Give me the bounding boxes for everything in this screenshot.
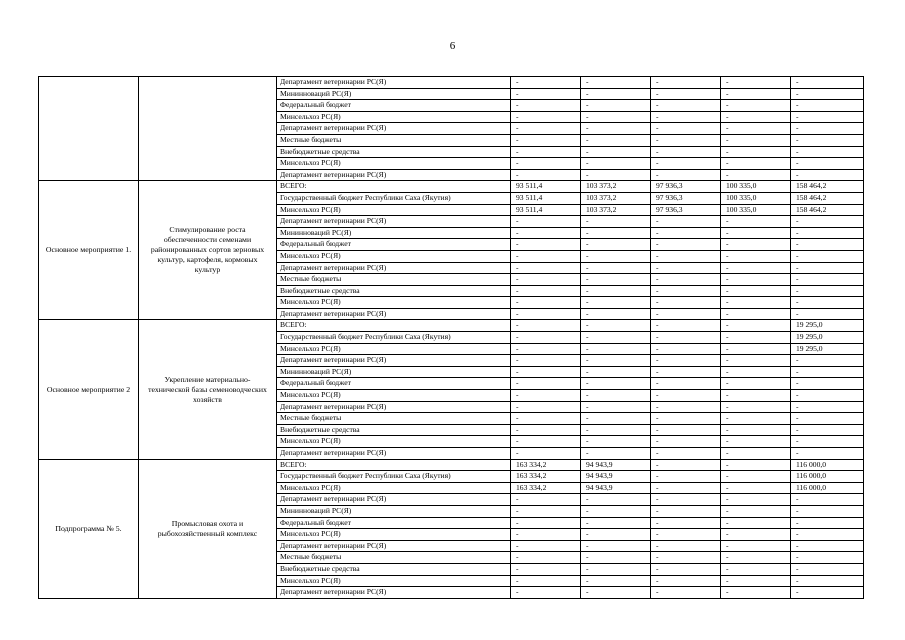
funding-source-cell: Минсельхоз РС(Я) bbox=[277, 343, 511, 355]
funding-source-cell: Местные бюджеты bbox=[277, 413, 511, 425]
amount-cell: - bbox=[791, 239, 864, 251]
funding-source-cell: Государственный бюджет Республики Саха (Якутия) bbox=[277, 332, 511, 344]
amount-cell: - bbox=[511, 401, 581, 413]
amount-cell: - bbox=[511, 424, 581, 436]
amount-cell: - bbox=[651, 111, 721, 123]
funding-source-cell: Местные бюджеты bbox=[277, 274, 511, 286]
amount-cell: - bbox=[791, 297, 864, 309]
amount-cell: - bbox=[651, 436, 721, 448]
amount-cell: - bbox=[651, 88, 721, 100]
funding-source-cell: Департамент ветеринарии РС(Я) bbox=[277, 123, 511, 135]
program-title-cell bbox=[139, 77, 277, 181]
amount-cell: - bbox=[581, 320, 651, 332]
funding-source-cell: Департамент ветеринарии РС(Я) bbox=[277, 540, 511, 552]
funding-source-cell: Департамент ветеринарии РС(Я) bbox=[277, 494, 511, 506]
amount-cell: - bbox=[721, 436, 791, 448]
amount-cell: - bbox=[721, 390, 791, 402]
amount-cell: - bbox=[721, 401, 791, 413]
amount-cell: - bbox=[511, 355, 581, 367]
amount-cell: - bbox=[721, 285, 791, 297]
amount-cell: - bbox=[721, 274, 791, 286]
amount-cell: - bbox=[791, 308, 864, 320]
amount-cell: - bbox=[791, 250, 864, 262]
amount-cell: 116 000,0 bbox=[791, 471, 864, 483]
amount-cell: - bbox=[791, 390, 864, 402]
amount-cell: - bbox=[721, 250, 791, 262]
amount-cell: - bbox=[651, 505, 721, 517]
funding-source-cell: Внебюджетные средства bbox=[277, 146, 511, 158]
amount-cell: - bbox=[791, 111, 864, 123]
amount-cell: - bbox=[581, 390, 651, 402]
funding-source-cell: ВСЕГО: bbox=[277, 181, 511, 193]
amount-cell: - bbox=[791, 285, 864, 297]
amount-cell: - bbox=[511, 517, 581, 529]
amount-cell: - bbox=[651, 459, 721, 471]
amount-cell: - bbox=[721, 297, 791, 309]
funding-source-cell: Департамент ветеринарии РС(Я) bbox=[277, 308, 511, 320]
amount-cell: - bbox=[511, 285, 581, 297]
amount-cell: - bbox=[721, 308, 791, 320]
amount-cell: - bbox=[721, 424, 791, 436]
funding-source-cell: Мининноваций РС(Я) bbox=[277, 505, 511, 517]
amount-cell: - bbox=[511, 320, 581, 332]
funding-table bbox=[38, 76, 864, 599]
funding-source-cell: Минсельхоз РС(Я) bbox=[277, 250, 511, 262]
amount-cell: - bbox=[791, 587, 864, 599]
amount-cell: 19 295,0 bbox=[791, 320, 864, 332]
amount-cell: - bbox=[721, 575, 791, 587]
amount-cell: - bbox=[511, 100, 581, 112]
amount-cell: - bbox=[581, 88, 651, 100]
amount-cell: - bbox=[581, 424, 651, 436]
amount-cell: - bbox=[791, 274, 864, 286]
amount-cell: - bbox=[581, 494, 651, 506]
amount-cell: - bbox=[721, 343, 791, 355]
funding-source-cell: Департамент ветеринарии РС(Я) bbox=[277, 448, 511, 460]
amount-cell: - bbox=[791, 216, 864, 228]
amount-cell: - bbox=[791, 169, 864, 181]
amount-cell: - bbox=[581, 285, 651, 297]
amount-cell: - bbox=[581, 540, 651, 552]
amount-cell: - bbox=[721, 494, 791, 506]
amount-cell: - bbox=[791, 88, 864, 100]
program-code-cell: Основное мероприятие 2 bbox=[39, 320, 139, 459]
amount-cell: - bbox=[721, 529, 791, 541]
amount-cell: - bbox=[511, 494, 581, 506]
funding-source-cell: Государственный бюджет Республики Саха (Якутия) bbox=[277, 471, 511, 483]
amount-cell: - bbox=[651, 471, 721, 483]
amount-cell: - bbox=[581, 587, 651, 599]
funding-source-cell: Минсельхоз РС(Я) bbox=[277, 297, 511, 309]
amount-cell: - bbox=[511, 448, 581, 460]
amount-cell: - bbox=[791, 134, 864, 146]
funding-source-cell: Мининноваций РС(Я) bbox=[277, 366, 511, 378]
amount-cell: - bbox=[581, 100, 651, 112]
amount-cell: - bbox=[791, 563, 864, 575]
amount-cell: - bbox=[511, 134, 581, 146]
funding-source-cell: Департамент ветеринарии РС(Я) bbox=[277, 77, 511, 89]
amount-cell: - bbox=[651, 413, 721, 425]
amount-cell: - bbox=[791, 158, 864, 170]
funding-source-cell: Департамент ветеринарии РС(Я) bbox=[277, 262, 511, 274]
amount-cell: - bbox=[721, 227, 791, 239]
funding-source-cell: ВСЕГО: bbox=[277, 459, 511, 471]
amount-cell: - bbox=[791, 517, 864, 529]
amount-cell: - bbox=[721, 448, 791, 460]
funding-source-cell: Внебюджетные средства bbox=[277, 285, 511, 297]
amount-cell: - bbox=[721, 459, 791, 471]
amount-cell: - bbox=[581, 227, 651, 239]
funding-source-cell: Департамент ветеринарии РС(Я) bbox=[277, 587, 511, 599]
funding-source-cell: Мининноваций РС(Я) bbox=[277, 88, 511, 100]
amount-cell: - bbox=[651, 401, 721, 413]
amount-cell: - bbox=[511, 540, 581, 552]
amount-cell: - bbox=[721, 378, 791, 390]
amount-cell: - bbox=[651, 146, 721, 158]
amount-cell: - bbox=[511, 77, 581, 89]
amount-cell: - bbox=[581, 332, 651, 344]
amount-cell: - bbox=[791, 448, 864, 460]
amount-cell: - bbox=[721, 239, 791, 251]
amount-cell: - bbox=[581, 134, 651, 146]
amount-cell: - bbox=[581, 274, 651, 286]
funding-source-cell: ВСЕГО: bbox=[277, 320, 511, 332]
amount-cell: - bbox=[721, 587, 791, 599]
table-row bbox=[39, 77, 864, 89]
amount-cell: - bbox=[581, 517, 651, 529]
amount-cell: 100 335,0 bbox=[721, 192, 791, 204]
amount-cell: - bbox=[581, 111, 651, 123]
amount-cell: - bbox=[651, 424, 721, 436]
amount-cell: - bbox=[651, 250, 721, 262]
amount-cell: 103 373,2 bbox=[581, 192, 651, 204]
amount-cell: 93 511,4 bbox=[511, 192, 581, 204]
funding-source-cell: Департамент ветеринарии РС(Я) bbox=[277, 355, 511, 367]
amount-cell: - bbox=[581, 146, 651, 158]
amount-cell: - bbox=[651, 239, 721, 251]
amount-cell: - bbox=[791, 77, 864, 89]
amount-cell: - bbox=[511, 366, 581, 378]
table-row bbox=[39, 320, 864, 332]
amount-cell: - bbox=[581, 123, 651, 135]
amount-cell: - bbox=[721, 111, 791, 123]
amount-cell: - bbox=[791, 436, 864, 448]
amount-cell: - bbox=[511, 552, 581, 564]
amount-cell: - bbox=[511, 250, 581, 262]
amount-cell: - bbox=[511, 216, 581, 228]
amount-cell: - bbox=[651, 320, 721, 332]
amount-cell: 97 936,3 bbox=[651, 204, 721, 216]
amount-cell: - bbox=[721, 146, 791, 158]
amount-cell: - bbox=[721, 100, 791, 112]
amount-cell: - bbox=[511, 169, 581, 181]
amount-cell: - bbox=[511, 123, 581, 135]
amount-cell: - bbox=[651, 355, 721, 367]
funding-source-cell: Минсельхоз РС(Я) bbox=[277, 436, 511, 448]
amount-cell: 100 335,0 bbox=[721, 181, 791, 193]
amount-cell: 94 943,9 bbox=[581, 459, 651, 471]
amount-cell: - bbox=[791, 378, 864, 390]
amount-cell: - bbox=[791, 529, 864, 541]
amount-cell: - bbox=[581, 413, 651, 425]
amount-cell: - bbox=[581, 448, 651, 460]
amount-cell: - bbox=[651, 378, 721, 390]
amount-cell: - bbox=[511, 88, 581, 100]
funding-source-cell: Внебюджетные средства bbox=[277, 563, 511, 575]
amount-cell: 100 335,0 bbox=[721, 204, 791, 216]
amount-cell: - bbox=[791, 401, 864, 413]
amount-cell: - bbox=[791, 146, 864, 158]
amount-cell: - bbox=[581, 366, 651, 378]
amount-cell: - bbox=[721, 505, 791, 517]
amount-cell: - bbox=[581, 378, 651, 390]
amount-cell: - bbox=[581, 250, 651, 262]
amount-cell: 93 511,4 bbox=[511, 181, 581, 193]
amount-cell: - bbox=[651, 563, 721, 575]
amount-cell: - bbox=[511, 343, 581, 355]
amount-cell: - bbox=[511, 390, 581, 402]
amount-cell: - bbox=[511, 529, 581, 541]
program-code-cell: Основное мероприятие 1. bbox=[39, 181, 139, 320]
amount-cell: - bbox=[721, 216, 791, 228]
amount-cell: - bbox=[651, 100, 721, 112]
amount-cell: - bbox=[651, 448, 721, 460]
page-number: 6 bbox=[449, 40, 456, 52]
amount-cell: - bbox=[511, 239, 581, 251]
amount-cell: - bbox=[721, 262, 791, 274]
amount-cell: - bbox=[651, 366, 721, 378]
amount-cell: - bbox=[791, 366, 864, 378]
amount-cell: - bbox=[651, 262, 721, 274]
amount-cell: - bbox=[721, 366, 791, 378]
amount-cell: - bbox=[651, 332, 721, 344]
amount-cell: - bbox=[511, 505, 581, 517]
amount-cell: - bbox=[581, 552, 651, 564]
amount-cell: - bbox=[511, 308, 581, 320]
amount-cell: 94 943,9 bbox=[581, 471, 651, 483]
amount-cell: - bbox=[791, 123, 864, 135]
amount-cell: - bbox=[581, 575, 651, 587]
funding-source-cell: Федеральный бюджет bbox=[277, 100, 511, 112]
amount-cell: - bbox=[791, 355, 864, 367]
program-title-cell: Промысловая охота и рыбохозяйственный комплекс bbox=[139, 459, 277, 598]
amount-cell: - bbox=[651, 227, 721, 239]
funding-source-cell: Департамент ветеринарии РС(Я) bbox=[277, 401, 511, 413]
amount-cell: - bbox=[651, 216, 721, 228]
amount-cell: - bbox=[581, 158, 651, 170]
amount-cell: - bbox=[791, 575, 864, 587]
amount-cell: - bbox=[721, 355, 791, 367]
funding-source-cell: Внебюджетные средства bbox=[277, 424, 511, 436]
amount-cell: - bbox=[651, 540, 721, 552]
amount-cell: - bbox=[651, 494, 721, 506]
amount-cell: - bbox=[721, 88, 791, 100]
amount-cell: - bbox=[511, 227, 581, 239]
amount-cell: - bbox=[721, 413, 791, 425]
amount-cell: - bbox=[651, 274, 721, 286]
amount-cell: - bbox=[581, 77, 651, 89]
amount-cell: - bbox=[581, 308, 651, 320]
amount-cell: - bbox=[651, 169, 721, 181]
amount-cell: - bbox=[791, 505, 864, 517]
funding-source-cell: Местные бюджеты bbox=[277, 134, 511, 146]
amount-cell: - bbox=[651, 482, 721, 494]
amount-cell: - bbox=[721, 563, 791, 575]
amount-cell: - bbox=[651, 517, 721, 529]
amount-cell: 163 334,2 bbox=[511, 471, 581, 483]
amount-cell: - bbox=[581, 343, 651, 355]
amount-cell: - bbox=[791, 227, 864, 239]
amount-cell: 103 373,2 bbox=[581, 181, 651, 193]
amount-cell: - bbox=[651, 529, 721, 541]
amount-cell: - bbox=[511, 111, 581, 123]
amount-cell: - bbox=[791, 424, 864, 436]
amount-cell: - bbox=[581, 239, 651, 251]
amount-cell: - bbox=[511, 274, 581, 286]
amount-cell: - bbox=[651, 77, 721, 89]
amount-cell: - bbox=[511, 146, 581, 158]
amount-cell: - bbox=[511, 262, 581, 274]
funding-table-body bbox=[39, 77, 864, 599]
amount-cell: - bbox=[511, 587, 581, 599]
amount-cell: - bbox=[721, 552, 791, 564]
amount-cell: - bbox=[511, 413, 581, 425]
funding-source-cell: Департамент ветеринарии РС(Я) bbox=[277, 216, 511, 228]
amount-cell: - bbox=[721, 540, 791, 552]
amount-cell: 116 000,0 bbox=[791, 459, 864, 471]
amount-cell: - bbox=[581, 297, 651, 309]
amount-cell: - bbox=[581, 169, 651, 181]
funding-source-cell: Минсельхоз РС(Я) bbox=[277, 529, 511, 541]
amount-cell: 93 511,4 bbox=[511, 204, 581, 216]
funding-source-cell: Федеральный бюджет bbox=[277, 378, 511, 390]
amount-cell: 158 464,2 bbox=[791, 204, 864, 216]
amount-cell: - bbox=[651, 134, 721, 146]
amount-cell: 97 936,3 bbox=[651, 192, 721, 204]
amount-cell: - bbox=[581, 505, 651, 517]
amount-cell: - bbox=[651, 308, 721, 320]
funding-source-cell: Минсельхоз РС(Я) bbox=[277, 111, 511, 123]
funding-source-cell: Мининноваций РС(Я) bbox=[277, 227, 511, 239]
funding-source-cell: Государственный бюджет Республики Саха (Якутия) bbox=[277, 192, 511, 204]
amount-cell: - bbox=[721, 158, 791, 170]
table-row bbox=[39, 181, 864, 193]
amount-cell: - bbox=[651, 158, 721, 170]
amount-cell: - bbox=[651, 552, 721, 564]
amount-cell: - bbox=[721, 123, 791, 135]
amount-cell: - bbox=[511, 378, 581, 390]
amount-cell: 163 334,2 bbox=[511, 459, 581, 471]
amount-cell: - bbox=[511, 297, 581, 309]
amount-cell: - bbox=[511, 436, 581, 448]
amount-cell: - bbox=[581, 216, 651, 228]
funding-source-cell: Минсельхоз РС(Я) bbox=[277, 158, 511, 170]
amount-cell: 94 943,9 bbox=[581, 482, 651, 494]
amount-cell: - bbox=[511, 158, 581, 170]
amount-cell: - bbox=[581, 262, 651, 274]
program-code-cell: Подпрограмма № 5. bbox=[39, 459, 139, 598]
program-code-cell bbox=[39, 77, 139, 181]
funding-source-cell: Федеральный бюджет bbox=[277, 239, 511, 251]
amount-cell: - bbox=[651, 297, 721, 309]
program-title-cell: Стимулирование роста обеспеченности семенами районированных сортов зерновых культур, картофеля, кормовых культур bbox=[139, 181, 277, 320]
funding-source-cell: Департамент ветеринарии РС(Я) bbox=[277, 169, 511, 181]
amount-cell: - bbox=[721, 482, 791, 494]
amount-cell: 19 295,0 bbox=[791, 332, 864, 344]
table-row bbox=[39, 459, 864, 471]
amount-cell: 19 295,0 bbox=[791, 343, 864, 355]
amount-cell: - bbox=[651, 123, 721, 135]
funding-source-cell: Минсельхоз РС(Я) bbox=[277, 575, 511, 587]
amount-cell: 103 373,2 bbox=[581, 204, 651, 216]
amount-cell: - bbox=[791, 540, 864, 552]
amount-cell: - bbox=[721, 517, 791, 529]
amount-cell: 158 464,2 bbox=[791, 192, 864, 204]
amount-cell: - bbox=[791, 262, 864, 274]
amount-cell: - bbox=[721, 332, 791, 344]
amount-cell: - bbox=[581, 401, 651, 413]
amount-cell: - bbox=[721, 134, 791, 146]
amount-cell: - bbox=[721, 471, 791, 483]
funding-source-cell: Местные бюджеты bbox=[277, 552, 511, 564]
amount-cell: 97 936,3 bbox=[651, 181, 721, 193]
funding-source-cell: Минсельхоз РС(Я) bbox=[277, 204, 511, 216]
amount-cell: - bbox=[721, 169, 791, 181]
amount-cell: 163 334,2 bbox=[511, 482, 581, 494]
amount-cell: - bbox=[511, 563, 581, 575]
amount-cell: - bbox=[651, 343, 721, 355]
amount-cell: - bbox=[511, 575, 581, 587]
amount-cell: - bbox=[651, 575, 721, 587]
amount-cell: - bbox=[511, 332, 581, 344]
amount-cell: - bbox=[721, 320, 791, 332]
amount-cell: - bbox=[581, 563, 651, 575]
amount-cell: - bbox=[651, 285, 721, 297]
amount-cell: - bbox=[791, 413, 864, 425]
funding-source-cell: Минсельхоз РС(Я) bbox=[277, 482, 511, 494]
amount-cell: - bbox=[791, 552, 864, 564]
amount-cell: - bbox=[581, 355, 651, 367]
amount-cell: - bbox=[581, 529, 651, 541]
amount-cell: - bbox=[581, 436, 651, 448]
amount-cell: 116 000,0 bbox=[791, 482, 864, 494]
funding-source-cell: Минсельхоз РС(Я) bbox=[277, 390, 511, 402]
amount-cell: 158 464,2 bbox=[791, 181, 864, 193]
amount-cell: - bbox=[651, 390, 721, 402]
funding-source-cell: Федеральный бюджет bbox=[277, 517, 511, 529]
amount-cell: - bbox=[791, 494, 864, 506]
amount-cell: - bbox=[651, 587, 721, 599]
amount-cell: - bbox=[791, 100, 864, 112]
amount-cell: - bbox=[721, 77, 791, 89]
program-title-cell: Укрепление материально-технической базы семеноводческих хозяйств bbox=[139, 320, 277, 459]
